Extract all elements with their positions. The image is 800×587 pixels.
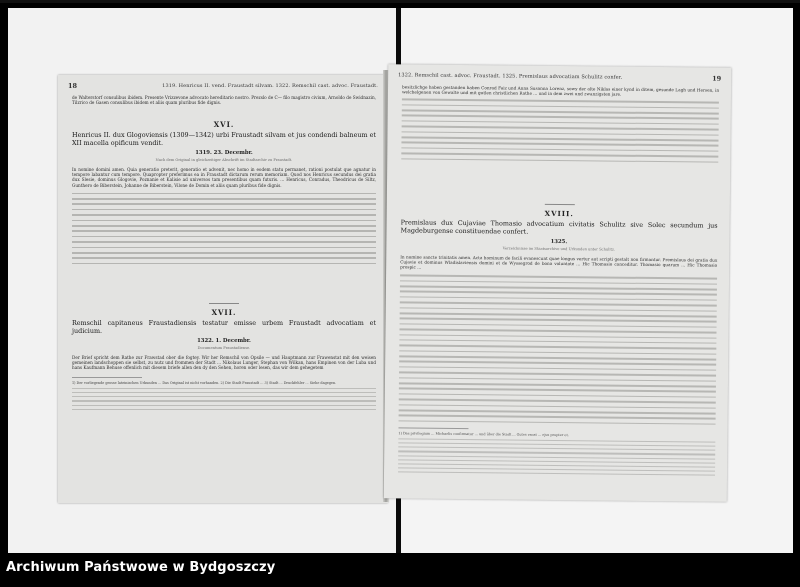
right-intro-text: besitzlichge haben gestanden haben Conrad Faiz und Anna Susanna Lorenz, sowy der alte Niklas einer kynd in ditem, gesunde Lagh und Hersen, in welchelgenen von Gewalte und mit gutlen christlichen Rathe ... und in dem zwei und zwanzigsten jare. (401, 84, 720, 98)
doc-xviii-date: 1325. (550, 238, 568, 246)
doc-xviii-title: Premislaus dux Cujaviae Thomasio advocatium civitatis Schulitz sive Solec secundum jus Magdeburgense constituendae confert. (400, 218, 718, 236)
doc-xvi (72, 120, 376, 266)
right-intro (401, 84, 719, 164)
left-header-text: 1319. Henricus II. vend. Fraustadt silvam. 1322. Remschil cast. advoc. Fraustadt. (162, 83, 378, 89)
left-page (58, 75, 388, 503)
left-page-number: 18 (68, 82, 78, 90)
doc-xvii-title: Remschil capitaneus Fraustadiensis testatur emisse urbem Fraustadt advocatiam et judicium. (72, 319, 376, 335)
doc-xvii-footnote-lines (72, 386, 376, 411)
doc-xviii-body-lines (399, 272, 718, 426)
right-page (384, 64, 732, 502)
left-intro (72, 95, 376, 106)
doc-xvii-numeral: XVII. (211, 308, 237, 317)
left-intro-text: de Walterstorf consulibus ibidem. Presente Vrizzevone advocato hereditario nostro. Prezslo de C— filo magistro civium, Arnoldo de Swidnazin, Tilzrico de Gasen consulibus ibidem et aliis quam pluribus fide dignis. (72, 95, 376, 106)
archive-name: Archiwum Państwowe w Bydgoszczy (6, 560, 276, 575)
right-intro-lines (401, 96, 719, 164)
footnote-rule-right (398, 427, 468, 429)
doc-xvii-date: 1322. 1. Decembr. (197, 338, 251, 344)
footnote-rule (72, 377, 142, 378)
right-running-head (398, 70, 721, 83)
doc-xviii-footnote: 1) Das privilegium ... Michaelis confirmatur ... und über die Stadt ... Gutes vacat ... ejus propter et. (398, 431, 569, 437)
doc-xvii (72, 303, 376, 411)
doc-xvi-source-note: Nach dem Original in gleichzeitiger Abschrift im Stadtarchiv zu Fraustadt. (155, 158, 293, 162)
doc-xviii (398, 202, 718, 477)
doc-xvi-numeral: XVI. (213, 120, 235, 129)
left-running-head (68, 81, 378, 91)
top-border (0, 0, 800, 3)
doc-xvi-title: Henricus II. dux Glogoviensis (1309—1342) urbi Fraustadt silvam et jus condendi balneum et XII macella opificum vendit. (72, 131, 376, 147)
doc-xviii-numeral: XVIII. (544, 208, 574, 219)
doc-xvii-source-note: Documentum Fraustadiense. (197, 346, 251, 350)
doc-xviii-body: In nomine sancte trinitatis amen. Acta hominum de facili evanescunt quae longus vertur aut scripti gestalt non firmantur. Premislaus dei gratia dux Cujavie et dominus Wladislaviensis domini et de Wyssegrod de bona voluntate ... Hic Thomasio conceditur. Thomasio quarum ... Hic Thomasio prospic ... (400, 253, 718, 270)
section-divider (209, 303, 239, 304)
right-header-text: 1322. Remschil cast. advoc. Fraustadt. 1325. Premislaus advocatiam Schulitz confer. (398, 72, 623, 81)
doc-xvii-footnote: 1) Der vorliegende grosse lateinischen Urkunden ... Das Original ist nicht vorhanden. 2) Die Stadt Fraustadt ... 3) Stadt ... Druckfehler ... Siehe dagegen. (72, 380, 337, 385)
doc-xvi-date: 1319. 23. Decembr. (195, 150, 253, 156)
doc-xvii-body: Der Brief spricht dem Rathe zur Frawstad ober die fogtey. Wir her Remschil von Opsile — und Hauptmann zur Frawenstat mit den weisen gemeinen landschoppen sie selbst, zu nutz und frommen der Stadt ... Nikolaus Lunger, Stephan von Wilkan, hans Empinen von der Luba und hans Kaufmann Behuse offenlich mit diesem briefe allen den dy den Sehen, horen oder lesen, das wir dem gehegetem (72, 354, 376, 371)
section-divider-right (544, 204, 574, 205)
right-page-number: 19 (712, 74, 722, 83)
doc-xvi-body-lines (72, 190, 376, 265)
doc-xvi-body: In nomine domini amen. Quia generatio preterit, generatio et advenit, nec homo in eodem statu permanet, rationi postulat que agnatur in tempore labantur cum tempore. Quapropter preferimus ea in Fraustadt dictarum rerum memoriam. Quod nos Henricus secundus dei gratia dux Slesie, dominus Glogovie, Poznanie et Kalisie ad universos tam presentibus quam futuris. ... Henricus, Conradus, Theodricus de Siltz, Gunthero de Biberstein, Johanne de Biberstein, Vilone de Domin et aliis quam pluribus fide dignis. (72, 166, 376, 188)
doc-xviii-footnote-lines (398, 436, 715, 477)
doc-xviii-source-note: Verzeichnisse im Staatsarchive und Urkunden unter Schulitz. (502, 246, 616, 252)
